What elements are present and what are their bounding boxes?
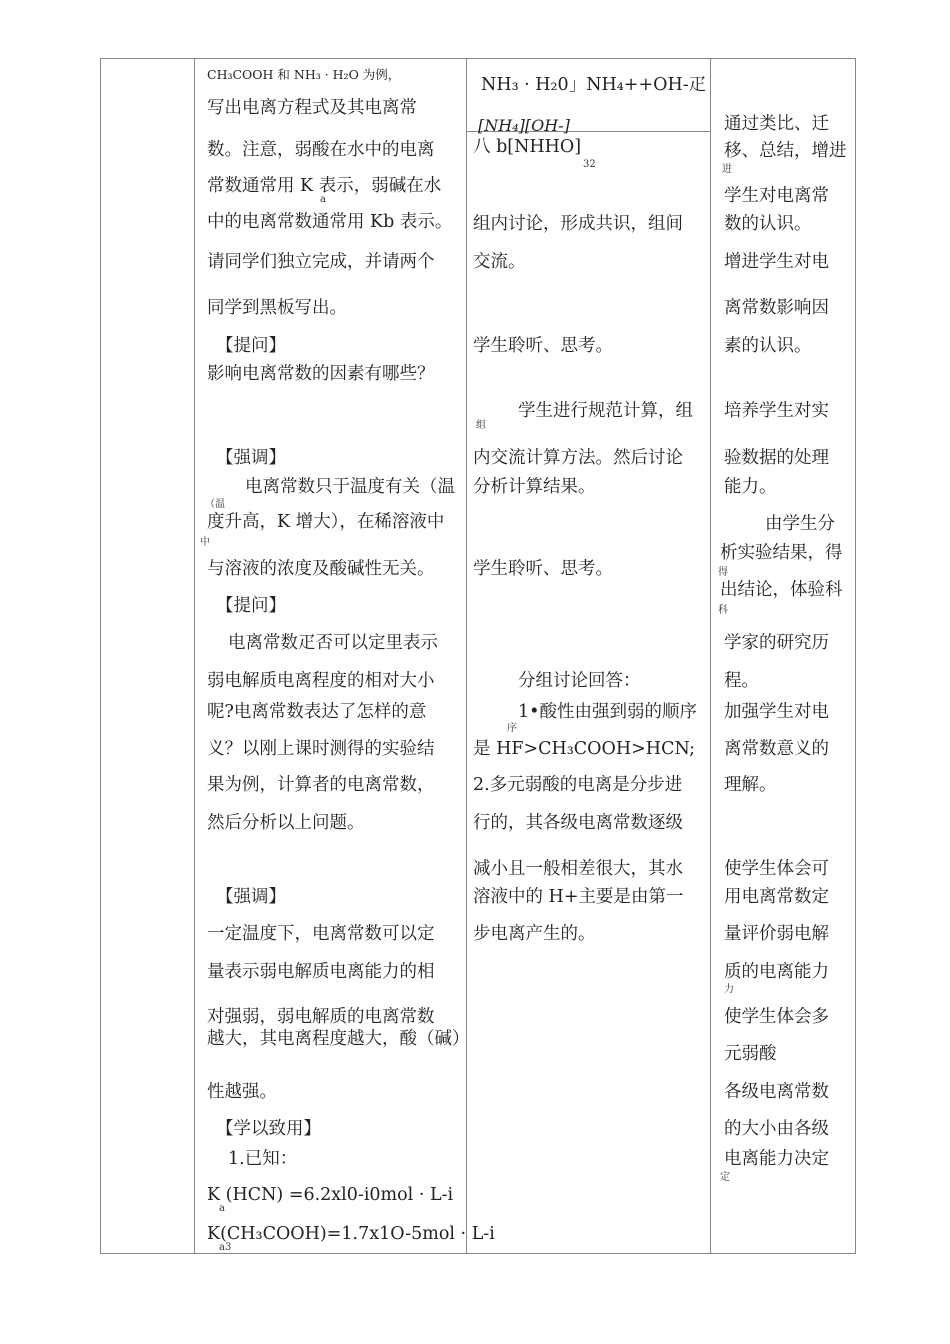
teacher-line: 中的电离常数通常用 Kb 表示。 [207, 212, 453, 232]
subscript-a: a [320, 194, 326, 205]
table-border-bottom [100, 1253, 855, 1254]
purpose-line: 培养学生对实 [724, 401, 829, 421]
purpose-line: 能力。 [724, 477, 777, 497]
purpose-line: 理解。 [724, 775, 777, 795]
student-line: 分组讨论回答： [518, 671, 641, 691]
emphasis-heading: 【强调】 [216, 887, 286, 907]
teacher-line: 与溶液的浓度及酸碱性无关。 [207, 559, 435, 579]
teacher-line: 电离常数疋否可以定里表示 [228, 633, 438, 653]
purpose-line: 离常数意义的 [724, 739, 829, 759]
prompt-question-heading: 【提问】 [216, 336, 286, 356]
purpose-line: 用电离常数定 [724, 887, 829, 907]
teacher-line: 影响电离常数的因素有哪些？ [207, 364, 435, 384]
cut-off-text-fragment: 科 [718, 605, 728, 616]
cut-off-text-fragment: 得 [718, 567, 728, 578]
student-line: 溶液中的 H+主要是由第一 [473, 887, 684, 907]
purpose-line: 电离能力决定 [724, 1149, 829, 1169]
purpose-line: 的大小由各级 [724, 1119, 829, 1139]
teacher-line: 然后分析以上问题。 [207, 813, 365, 833]
teacher-line: 呢?电离常数表达了怎样的意 [207, 702, 427, 722]
column-divider-2 [466, 58, 467, 1254]
teacher-line: 写出电离方程式及其电离常 [207, 98, 417, 118]
student-line: 学生聆听、思考。 [473, 336, 613, 356]
subscript-a3: a3 [219, 1242, 232, 1253]
cut-off-text-fragment: 定 [720, 1172, 730, 1183]
teacher-line: CH₃COOH 和 NH₃ · H₂O 为例， [207, 67, 401, 82]
student-line: 是 HF>CH₃COOH>HCN; [473, 739, 696, 759]
subscript-32: 32 [583, 159, 596, 170]
purpose-line: 数的认识。 [724, 214, 812, 234]
cut-off-text-fragment: 进 [722, 164, 732, 175]
student-line: 2.多元弱酸的电离是分步进 [473, 775, 683, 795]
table-border-top [100, 58, 855, 59]
table-border-left [100, 58, 101, 1254]
kb-expression-denominator: 八 b[NHHO] [473, 137, 582, 157]
student-line: 1•酸性由强到弱的顺序 [518, 702, 697, 722]
kb-expression-numerator: [NH₄][OH-] [478, 116, 570, 135]
subscript-a: a [219, 1203, 225, 1214]
purpose-line: 验数据的处理 [724, 448, 829, 468]
purpose-line: 加强学生对电 [724, 702, 829, 722]
student-line: 减小且一般相差很大，其水 [473, 859, 683, 879]
ionization-equation: NH₃ · H₂0」NH₄++OH-疋 [481, 75, 707, 95]
teacher-line: 量表示弱电解质电离能力的相 [207, 962, 435, 982]
teacher-line: 弱电解质电离程度的相对大小 [207, 671, 435, 691]
ka-acetic-acid-value: K(CH₃COOH)=1.7x1O-5mol · L-i [207, 1224, 495, 1244]
purpose-line: 析实验结果，得 [720, 543, 843, 563]
teacher-line: 义？以刚上课时测得的实验结 [207, 739, 435, 759]
cut-off-text-fragment: 组 [476, 420, 486, 431]
student-line: 行的，其各级电离常数逐级 [473, 813, 683, 833]
column-divider-3 [710, 58, 711, 1254]
purpose-line: 学家的研究历 [724, 633, 829, 653]
student-line: 学生聆听、思考。 [473, 559, 613, 579]
teacher-line: 对强弱，弱电解质的电离常数 [207, 1007, 435, 1027]
cut-off-text-fragment: 中 [200, 537, 210, 548]
purpose-line: 素的认识。 [724, 336, 812, 356]
purpose-line: 学生对电离常 [724, 186, 829, 206]
teacher-line: 越大，其电离程度越大，酸（碱） [207, 1029, 470, 1049]
purpose-line: 使学生体会可 [724, 859, 829, 879]
cut-off-text-fragment: （温 [205, 499, 225, 510]
teacher-line: 常数通常用 K 表示，弱碱在水 [207, 176, 442, 196]
purpose-line: 由学生分 [765, 514, 835, 534]
purpose-line: 质的电离能力 [724, 962, 829, 982]
purpose-line: 通过类比、迁 [724, 114, 829, 134]
apply-learning-heading: 【学以致用】 [216, 1119, 321, 1139]
student-line: 分析计算结果。 [473, 477, 596, 497]
prompt-question-heading: 【提问】 [216, 596, 286, 616]
purpose-line: 程。 [724, 671, 759, 691]
teacher-line: 度升高，K 增大），在稀溶液中 [207, 512, 445, 532]
purpose-line: 各级电离常数 [724, 1082, 829, 1102]
teacher-line: 同学到黑板写出。 [207, 298, 347, 318]
student-line: 交流。 [473, 252, 526, 272]
student-line: 步电离产生的。 [473, 924, 596, 944]
purpose-line: 元弱酸 [724, 1044, 777, 1064]
teacher-line: 性越强。 [207, 1082, 277, 1102]
teacher-line: 电离常数只于温度有关（温 [245, 477, 455, 497]
ka-hcn-value: K (HCN) =6.2xl0-i0mol · L-i [207, 1185, 454, 1205]
student-line: 内交流计算方法。然后讨论 [473, 448, 683, 468]
purpose-line: 使学生体会多 [724, 1007, 829, 1027]
teacher-line: 果为例，计算者的电离常数， [207, 775, 435, 795]
teacher-line: 数。注意，弱酸在水中的电离 [207, 140, 435, 160]
student-line: 组内讨论，形成共识，组间 [473, 214, 683, 234]
column-divider-1 [194, 58, 195, 1254]
cut-off-text-fragment: 力 [724, 984, 734, 995]
cut-off-text-fragment: 序 [507, 723, 517, 734]
purpose-line: 量评价弱电解 [724, 924, 829, 944]
purpose-line: 移、总结，增进 [724, 141, 847, 161]
table-border-right [855, 58, 856, 1254]
purpose-line: 出结论，体验科 [720, 580, 843, 600]
teacher-line: 请同学们独立完成，并请两个 [207, 252, 435, 272]
student-line: 学生进行规范计算，组 [518, 401, 693, 421]
teacher-line: 1.已知： [228, 1149, 298, 1169]
emphasis-heading: 【强调】 [216, 448, 286, 468]
teacher-line: 一定温度下，电离常数可以定 [207, 924, 435, 944]
purpose-line: 离常数影响因 [724, 298, 829, 318]
purpose-line: 增进学生对电 [724, 252, 829, 272]
